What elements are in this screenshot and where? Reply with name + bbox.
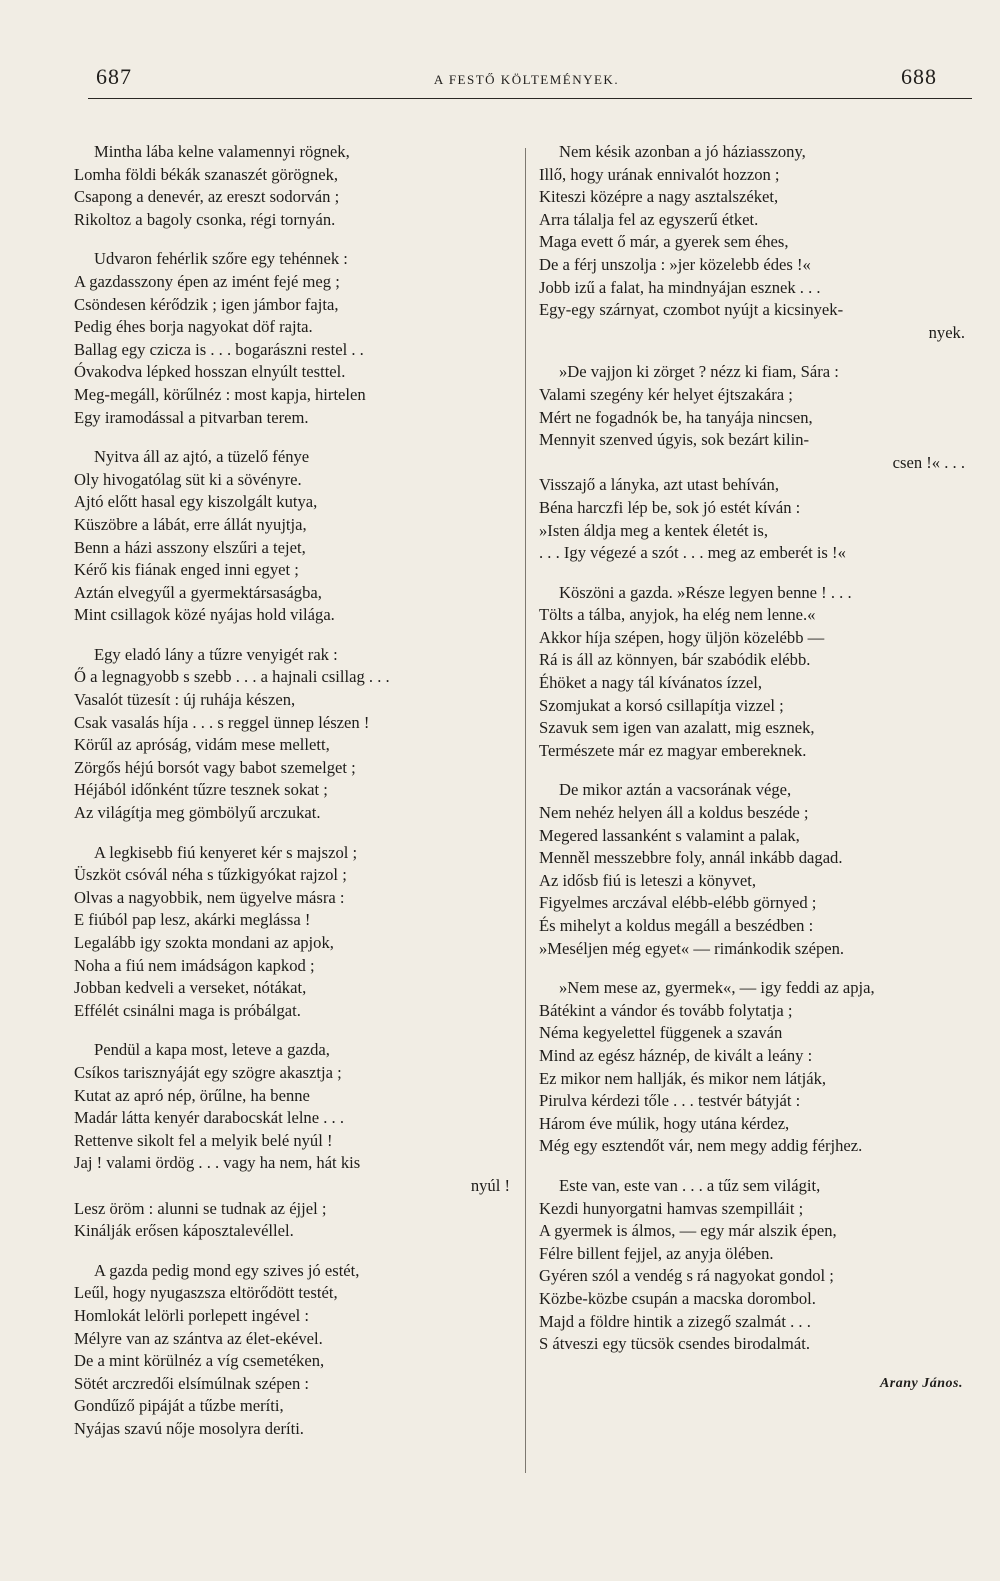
page-number-left: 687: [96, 64, 132, 89]
verse-line: csen !« . . .: [892, 452, 965, 472]
verse-line: És mihelyt a koldus megáll a beszédben :: [539, 916, 814, 935]
verse-line: Ballag egy czicza is . . . bogarászni restel . .: [74, 339, 364, 359]
verse-line: Mint csillagok közé nyájas hold világa.: [74, 605, 335, 625]
verse-line: Közbe-közbe csupán a macska dorombol.: [539, 1288, 816, 1308]
stanza: [74, 1260, 514, 1441]
verse-line: Homlokát lelörli porlepett ingével :: [74, 1305, 310, 1325]
verse-line: Pendül a kapa most, leteve a gazda,: [94, 1040, 330, 1060]
verse-line: »Meséljen még egyet« — rimánkodik szépen.: [539, 938, 845, 958]
verse-line: Rettenve sikolt fel a melyik belé nyúl !: [74, 1130, 333, 1150]
verse-line: Pirulva kérdezi tőle . . . testvér bátyját :: [539, 1091, 801, 1111]
verse-line: A gazda pedig mond egy szives jó estét,: [94, 1260, 360, 1280]
verse-line: Effélét csinálni maga is próbálgat.: [74, 1000, 301, 1020]
verse-line: Egy eladó lány a tűzre venyigét rak :: [94, 644, 338, 664]
verse-line: Tölts a tálba, anyjok, ha elég nem lenne.«: [539, 605, 816, 625]
verse-line: Rikoltoz a bagoly csonka, régi tornyán.: [74, 209, 336, 229]
verse-line: Mért ne fogadnók be, ha tanyája nincsen,: [539, 407, 813, 427]
verse-line: A legkisebb fiú kenyeret kér s majszol ;: [94, 842, 358, 862]
verse-line: Madár látta kenyér darabocskát lelne . . .: [74, 1108, 344, 1128]
verse-line: Benn a házi asszony elszűri a tejet,: [74, 537, 306, 557]
verse-line: nyek.: [928, 322, 965, 342]
verse-line: Figyelmes arczával elébb-elébb görnyed ;: [539, 893, 817, 913]
verse-line: Nyitva áll az ajtó, a tüzelő fénye: [94, 447, 310, 467]
verse-line: Illő, hogy urának ennivalót hozzon ;: [539, 164, 780, 184]
verse-line: »Nem mese az, gyermek«, — igy feddi az apja,: [559, 978, 875, 998]
header-rule: [88, 98, 972, 99]
verse-line: Ő a legnagyobb s szebb . . . a hajnali csillag . . .: [74, 667, 390, 687]
verse-line: Körűl az apróság, vidám mese mellett,: [74, 735, 330, 755]
verse-line: Egy-egy szárnyat, czombot nyújt a kicsinyek-: [539, 300, 844, 320]
verse-line: Éhöket a nagy tál kívánatos ízzel,: [539, 673, 763, 693]
column-divider: [525, 148, 526, 1473]
page-header: [88, 62, 965, 98]
author-signature: Arany János.: [879, 1375, 963, 1391]
verse-line: Gondűző pipáját a tűzbe meríti,: [74, 1396, 284, 1416]
verse-line: Küszöbre a lábát, erre állát nyujtja,: [74, 514, 307, 534]
verse-line: Béna harczfi lép be, sok jó estét kíván :: [539, 497, 801, 517]
verse-line: Mélyre van az szántva az élet-ekével.: [74, 1328, 323, 1348]
verse-line: Csapong a denevér, az ereszt sodorván ;: [74, 187, 340, 207]
verse-line: . . . Igy végezé a szót . . . meg az emberét is !«: [539, 543, 846, 563]
stanza: [539, 779, 969, 960]
stanza: [74, 446, 514, 627]
verse-line: Noha a fiú nem imádságon kapkod ;: [74, 955, 315, 975]
stanza: [74, 141, 514, 231]
stanza: [539, 582, 969, 763]
verse-line: Csöndesen kérődzik ; igen jámbor fajta,: [74, 294, 339, 314]
verse-line: Vasalót tüzesít : új ruhája készen,: [74, 690, 296, 710]
verse-line: Üszköt csóvál néha s tűzkigyókat rajzol ;: [74, 865, 347, 885]
verse-line: Akkor híja szépen, hogy üljön közelébb —: [539, 627, 825, 647]
verse-line: Jaj ! valami ördög . . . vagy ha nem, hát kis: [74, 1153, 361, 1173]
verse-line: Köszöni a gazda. »Része legyen benne ! . . .: [559, 582, 852, 602]
verse-line: Lesz öröm : alunni se tudnak az éjjel ;: [74, 1198, 327, 1218]
running-title: A FESTŐ KÖLTEMÉNYEK.: [433, 72, 620, 87]
verse-line: Legalább igy szokta mondani az apjok,: [74, 933, 334, 952]
verse-line: Leűl, hogy nyugaszsza eltörődött testét,: [74, 1283, 338, 1303]
verse-line: Nem nehéz helyen áll a koldus beszéde ;: [539, 803, 809, 823]
verse-line: Csak vasalás híja . . . s reggel ünnep lészen !: [74, 712, 370, 732]
verse-line: Kérő kis fiának enged inni egyet ;: [74, 560, 299, 580]
verse-line: E fiúból pap lesz, akárki meglássa !: [74, 910, 311, 930]
verse-line: S átveszi egy tücsök csendes birodalmát.: [539, 1334, 810, 1354]
stanza: [74, 644, 514, 825]
verse-line: Ajtó előtt hasal egy kiszolgált kutya,: [74, 492, 318, 512]
verse-line: Nem késik azonban a jó háziasszony,: [559, 142, 806, 161]
verse-line: Sötét arczredői elsímúlnak szépen :: [74, 1373, 309, 1393]
verse-line: nyúl !: [470, 1175, 510, 1195]
page-number-right: 688: [901, 64, 937, 89]
verse-line: Az világítja meg gömbölyű arczukat.: [74, 803, 321, 823]
stanza: [539, 361, 969, 564]
right-column: [539, 141, 969, 1395]
verse-line: A gyermek is álmos, — egy már alszik épen,: [539, 1221, 837, 1241]
verse-line: »De vajjon ki zörget ? nézz ki fiam, Sára :: [559, 362, 839, 382]
stanza: [74, 1039, 514, 1242]
verse-line: Jobban kedveli a verseket, nótákat,: [74, 978, 307, 998]
verse-line: Kinálják erősen káposztalevéllel.: [74, 1221, 294, 1241]
stanza: [74, 842, 514, 1023]
verse-line: Óvakodva lépked hosszan elnyúlt testtel.: [74, 362, 346, 382]
verse-line: Mennyit szenved úgyis, sok bezárt kilin-: [539, 430, 810, 450]
verse-line: Rá is áll az könnyen, bár szabódik elébb.: [539, 650, 811, 670]
verse-line: Kezdi hunyorgatni hamvas szempilláit ;: [539, 1198, 804, 1218]
verse-line: De mikor aztán a vacsorának vége,: [559, 780, 792, 800]
stanza: [539, 1175, 969, 1356]
verse-line: Megered lassanként s valamint a palak,: [539, 825, 800, 845]
verse-line: Kutat az apró nép, örűlne, ha benne: [74, 1085, 310, 1105]
left-column: [74, 141, 514, 1457]
stanza: [539, 977, 969, 1158]
verse-line: Csíkos tarisznyáját egy szögre akasztja ;: [74, 1062, 342, 1082]
verse-line: Szomjukat a korsó csillapítja vizzel ;: [539, 695, 784, 715]
verse-line: Kiteszi középre a nagy asztalszéket,: [539, 187, 779, 207]
stanza: [74, 248, 514, 429]
verse-line: Lomha földi békák szanaszét görögnek,: [74, 164, 339, 184]
verse-line: Este van, este van . . . a tűz sem világit,: [559, 1175, 821, 1195]
verse-line: Majd a földre hintik a zizegő szalmát . . .: [539, 1311, 811, 1331]
verse-line: Héjából időnként tűzre tesznek sokat ;: [74, 780, 328, 800]
verse-line: Olvas a nagyobbik, nem ügyelve másra :: [74, 887, 345, 907]
verse-line: Az idősb fiú is leteszi a könyvet,: [539, 870, 757, 890]
verse-line: Menněl messzebbre foly, annál inkább dagad.: [539, 848, 843, 868]
verse-line: Arra tálalja fel az egyszerű étket.: [539, 209, 759, 229]
verse-line: Szavuk sem igen van azalatt, mig esznek,: [539, 718, 815, 738]
verse-line: Zörgős héjú borsót vagy babot szemelget ;: [74, 757, 356, 777]
verse-line: Jobb izű a falat, ha mindnyájan esznek . . .: [539, 277, 821, 297]
stanza: [539, 141, 969, 344]
verse-line: »Isten áldja meg a kentek életét is,: [539, 520, 768, 540]
verse-line: Bátékint a vándor és tovább folytatja ;: [539, 1000, 793, 1020]
verse-line: Aztán elvegyűl a gyermektársaságba,: [74, 582, 322, 602]
verse-line: De a mint körülnéz a víg csemetéken,: [74, 1351, 325, 1371]
verse-line: Néma kegyelettel függenek a szaván: [539, 1023, 783, 1043]
verse-line: Három éve múlik, hogy utána kérdez,: [539, 1113, 790, 1133]
verse-line: Valami szegény kér helyet éjtszakára ;: [539, 384, 793, 404]
verse-line: Mintha lába kelne valamennyi rögnek,: [94, 142, 350, 161]
verse-line: Oly hivogatólag süt ki a sövényre.: [74, 469, 302, 489]
verse-line: Egy iramodással a pitvarban terem.: [74, 407, 309, 427]
verse-line: Ez mikor nem hallják, és mikor nem látják,: [539, 1068, 827, 1088]
verse-line: A gazdasszony épen az imént fejé meg ;: [74, 271, 340, 291]
verse-line: Udvaron fehérlik szőre egy tehénnek :: [94, 249, 348, 269]
verse-line: Meg-megáll, körűlnéz : most kapja, hirtelen: [74, 384, 366, 404]
verse-line: Természete már ez magyar embereknek.: [539, 740, 807, 760]
verse-line: Visszajő a lányka, azt utast behíván,: [539, 475, 779, 495]
verse-line: Még egy esztendőt vár, nem megy addig férjhez.: [539, 1136, 863, 1156]
verse-line: Gyéren szól a vendég s rá nagyokat gondol ;: [539, 1266, 834, 1286]
verse-line: Pedig éhes borja nagyokat döf rajta.: [74, 317, 313, 337]
verse-line: De a férj unszolja : »jer közelebb édes !«: [539, 254, 811, 274]
verse-line: Félre billent fejjel, az anyja ölében.: [539, 1243, 774, 1263]
verse-line: Mind az egész háznép, de kivált a leány :: [539, 1045, 813, 1065]
verse-line: Nyájas szavú nője mosolyra deríti.: [74, 1418, 304, 1438]
verse-line: Maga evett ő már, a gyerek sem éhes,: [539, 232, 789, 252]
